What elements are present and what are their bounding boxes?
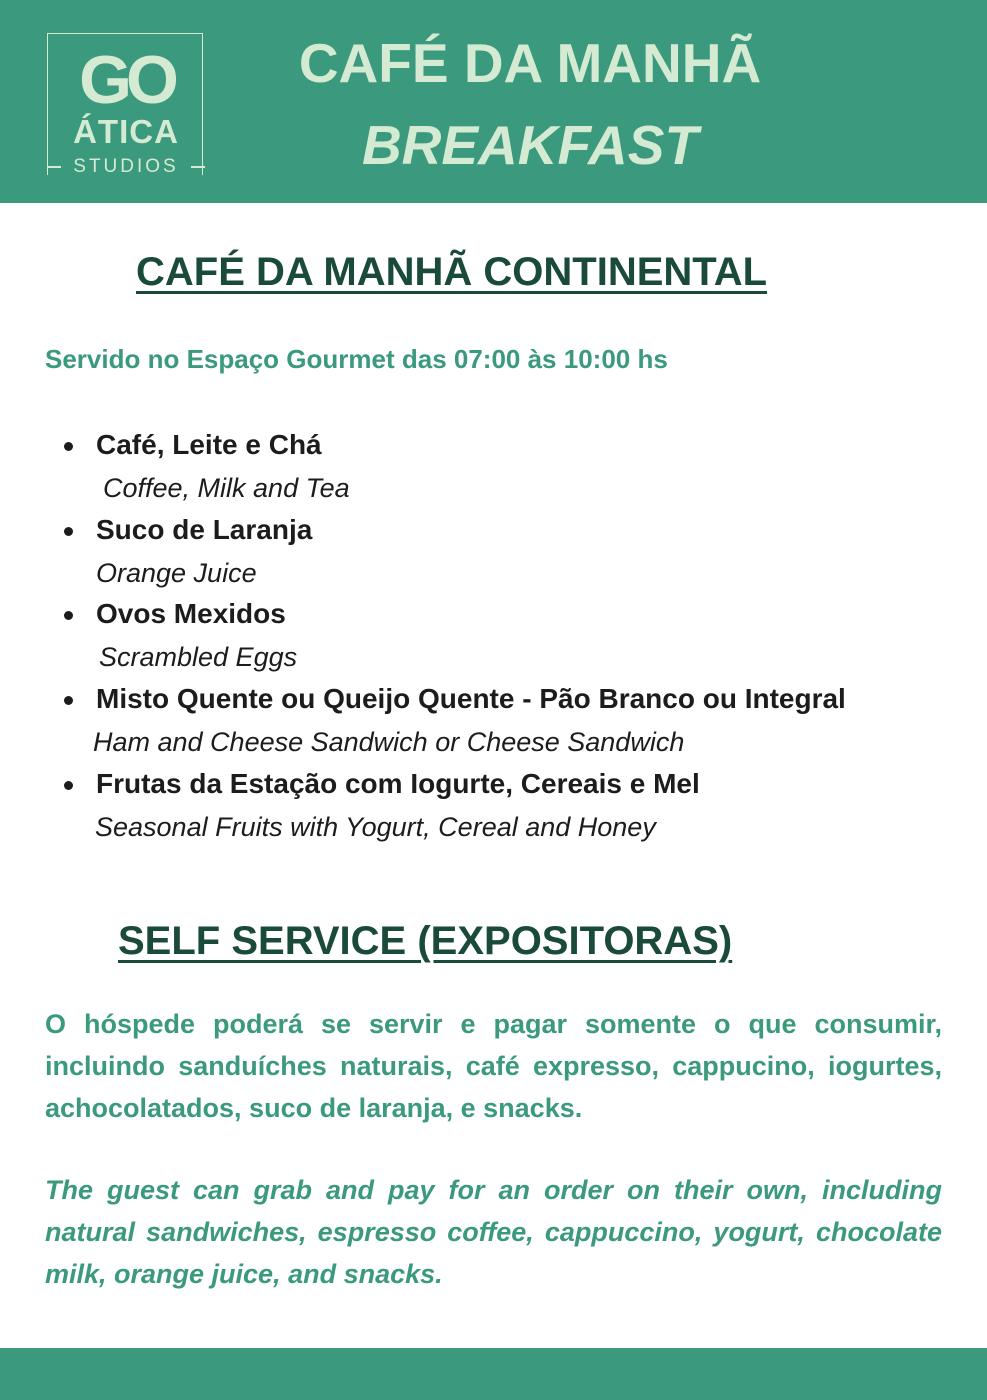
bullet-icon [64,611,73,620]
logo-atica-text: ÁTICA [73,113,179,150]
page-title-en: BREAKFAST [361,114,699,176]
menu-item-pt: Misto Quente ou Queijo Quente - Pão Branco ou Integral [96,683,846,714]
self-service-text-pt: O hóspede poderá se servir e pagar somente o que consumir, incluindo sanduíches naturais, café expresso, cappucino, iogurtes, achocolatados, suco de laranja, e snacks. [45,1009,942,1123]
bullet-icon [64,527,73,536]
served-hours: Servido no Espaço Gourmet das 07:00 às 10:00 hs [45,344,668,374]
menu-item-en: Seasonal Fruits with Yogurt, Cereal and Honey [95,812,656,842]
bullet-icon [64,781,73,790]
bullet-icon [64,696,73,705]
self-service-heading: SELF SERVICE (EXPOSITORAS) [118,919,733,963]
menu-item-pt: Suco de Laranja [96,514,313,545]
menu-item-en: Scrambled Eggs [99,642,298,672]
menu-item-en: Ham and Cheese Sandwich or Cheese Sandwich [93,727,685,757]
studio-logo [47,33,203,175]
continental-heading: CAFÉ DA MANHÃ CONTINENTAL [136,250,768,294]
header-banner [0,0,987,203]
menu-item-pt: Frutas da Estação com Iogurte, Cereais e Mel [96,768,700,799]
bullet-icon [64,442,73,451]
logo-go-text: GO [79,42,173,118]
logo-studios-text: STUDIOS [73,156,179,177]
footer-bar [0,1348,987,1400]
menu-item-en: Coffee, Milk and Tea [103,473,350,503]
logo-studios-row [47,156,205,178]
page-title-pt: CAFÉ DA MANHÃ [298,32,762,94]
self-service-text-en: The guest can grab and pay for an order on their own, including natural sandwiches, espresso coffee, cappuccino, yogurt, chocolate milk, orange juice, and snacks. [45,1175,942,1289]
menu-item-en: Orange Juice [96,558,257,588]
menu-item-pt: Café, Leite e Chá [96,429,322,460]
menu-item-pt: Ovos Mexidos [96,598,286,629]
